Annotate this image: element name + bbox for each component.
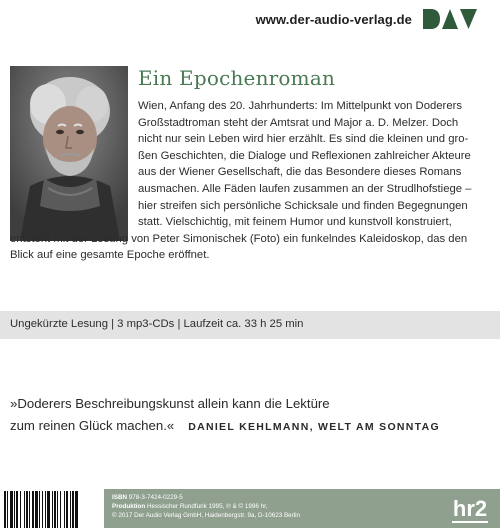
produktion-label: Produktion	[112, 503, 146, 511]
description-line: entsteht mit der Lesung von Peter Simonischek (Foto) ein funkelndes Kaleidoskop, das den	[10, 232, 468, 245]
hr2-logo-text: hr2	[452, 496, 488, 521]
review-quote	[10, 393, 490, 438]
isbn-label: ISBN	[112, 494, 128, 501]
isbn-value: 978-3-7424-0229-5	[128, 494, 183, 501]
hr2-logo	[448, 492, 492, 528]
description-line: aus der Wiener Gesellschaft, die das Besondere dieses Romans	[138, 166, 462, 179]
description-line: ßen Geschichten, die Dialoge und Reflexionen zahlreicher Akteure	[138, 149, 471, 162]
quote-line	[10, 415, 490, 438]
copyright-text: © 2017 Der Audio Verlag GmbH, Haidenbergstr. 9a, D-10623 Berlin	[112, 512, 301, 520]
description-line: Blick auf eine gesamte Epoche eröffnet.	[10, 249, 210, 262]
produktion-value: Hessischer Rundfunk 1995, ℗ & © 1996 hr,	[146, 503, 268, 511]
header	[0, 0, 500, 44]
audio-info: Ungekürzte Lesung | 3 mp3-CDs | Laufzeit ca. 33 h 25 min	[10, 318, 304, 330]
description-line: Wien, Anfang des 20. Jahrhunderts: Im Mittelpunkt von Doderers	[138, 100, 463, 112]
quote-text: zum reinen Glück machen.«	[10, 418, 175, 433]
description-line: hier streifen sich persönliche Schicksale und finden Begegnungen	[138, 199, 468, 212]
description-text	[10, 98, 490, 264]
footer	[104, 489, 500, 528]
barcode	[2, 489, 94, 528]
description-line: Großstadtroman steht der Amtsrat und Major a. D. Melzer. Doch	[138, 116, 459, 129]
dav-logo	[422, 8, 478, 30]
quote-source: DANIEL KEHLMANN, WELT AM SONNTAG	[188, 421, 440, 433]
description-line: statt. Vielschichtig, mit feinem Humor und kunstvoll konstruiert,	[138, 216, 452, 229]
page-title: Ein Epochenroman	[138, 66, 336, 90]
info-bar	[0, 311, 500, 339]
description-line: ausmachen. Alle Fäden laufen zusammen an der Strudlhofstiege –	[138, 182, 472, 195]
quote-line: »Doderers Beschreibungskunst allein kann die Lektüre	[10, 396, 330, 411]
description-line: nicht nur sein Leben wird hier erzählt. Es sind die kleinen und gro-	[138, 133, 469, 146]
footer-credits	[112, 493, 300, 521]
publisher-url[interactable]: www.der-audio-verlag.de	[255, 12, 412, 27]
